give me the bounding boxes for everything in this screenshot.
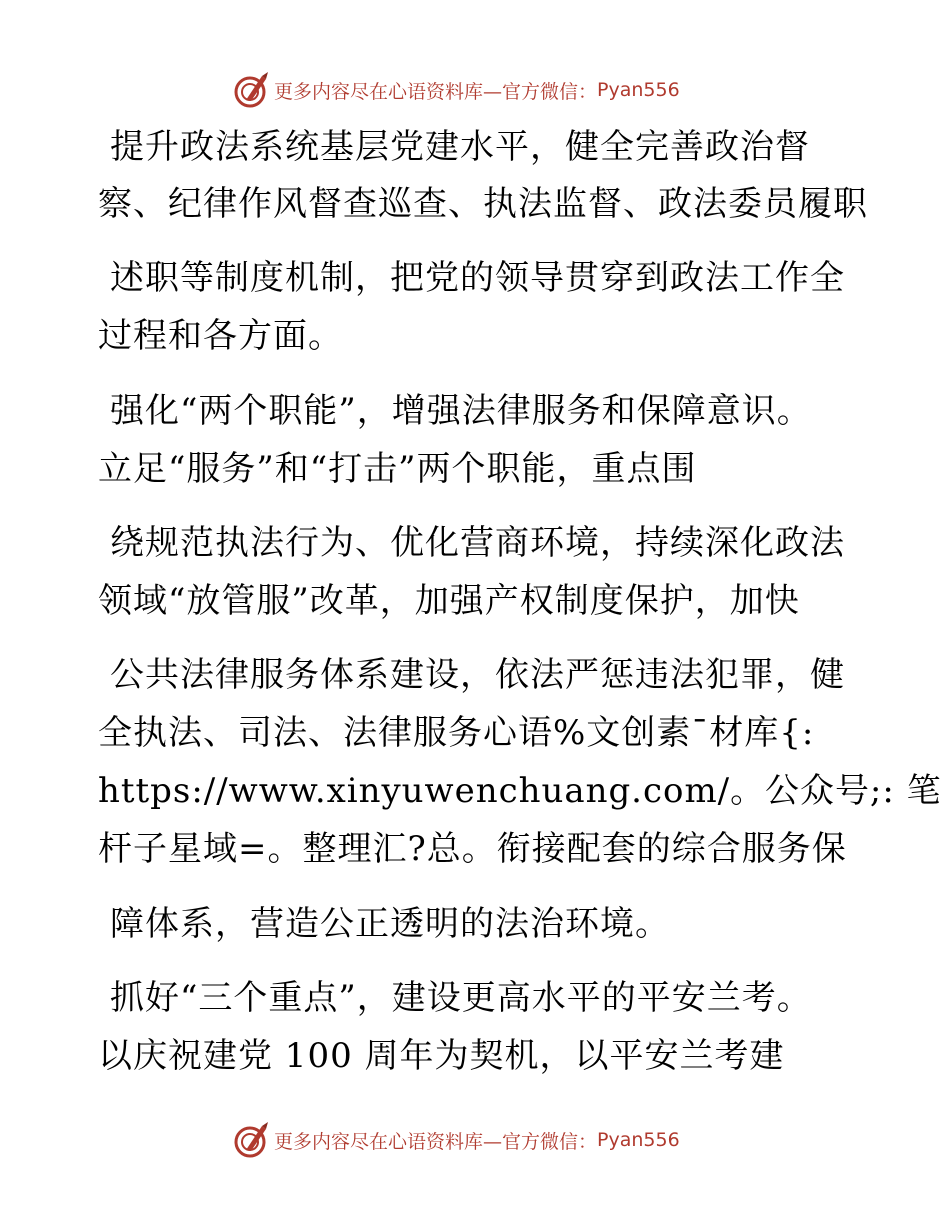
body-line: 绕规范执法行为、优化营商环境，持续深化政法 — [110, 523, 845, 563]
footer-banner — [232, 1120, 680, 1160]
body-line: 抓好“三个重点”，建设更高水平的平安兰考。 — [110, 978, 812, 1018]
quill-logo-icon — [232, 1120, 272, 1160]
header-wechat-id: Pyan556 — [597, 79, 680, 101]
footer-text: 更多内容尽在心语资料库—官方微信： — [274, 1130, 598, 1153]
body-line: 述职等制度机制，把党的领导贯穿到政法工作全 — [110, 258, 845, 298]
body-line: 全执法、司法、法律服务心语%文创素¯材库{: — [98, 713, 815, 753]
body-line: 提升政法系统基层党建水平，健全完善政治督 — [110, 127, 810, 167]
body-line: 领域“放管服”改革，加强产权制度保护，加快 — [98, 581, 800, 621]
body-line: https://www.xinyuwenchuang.com/。公众号;: 笔 — [98, 771, 942, 811]
body-line: 强化“两个职能”，增强法律服务和保障意识。 — [110, 391, 812, 431]
body-line: 障体系，营造公正透明的法治环境。 — [110, 904, 670, 944]
body-line: 以庆祝建党 100 周年为契机，以平安兰考建 — [98, 1036, 785, 1076]
body-line: 公共法律服务体系建设，依法严惩违法犯罪，健 — [110, 655, 845, 695]
footer-wechat-id: Pyan556 — [597, 1129, 680, 1151]
body-line: 察、纪律作风督查巡查、执法监督、政法委员履职 — [98, 184, 868, 224]
body-line: 立足“服务”和“打击”两个职能，重点围 — [98, 449, 697, 489]
body-line: 杆子星域=。整理汇?总。衔接配套的综合服务保 — [98, 829, 847, 869]
header-text: 更多内容尽在心语资料库—官方微信： — [274, 80, 598, 103]
body-line: 过程和各方面。 — [98, 316, 343, 356]
